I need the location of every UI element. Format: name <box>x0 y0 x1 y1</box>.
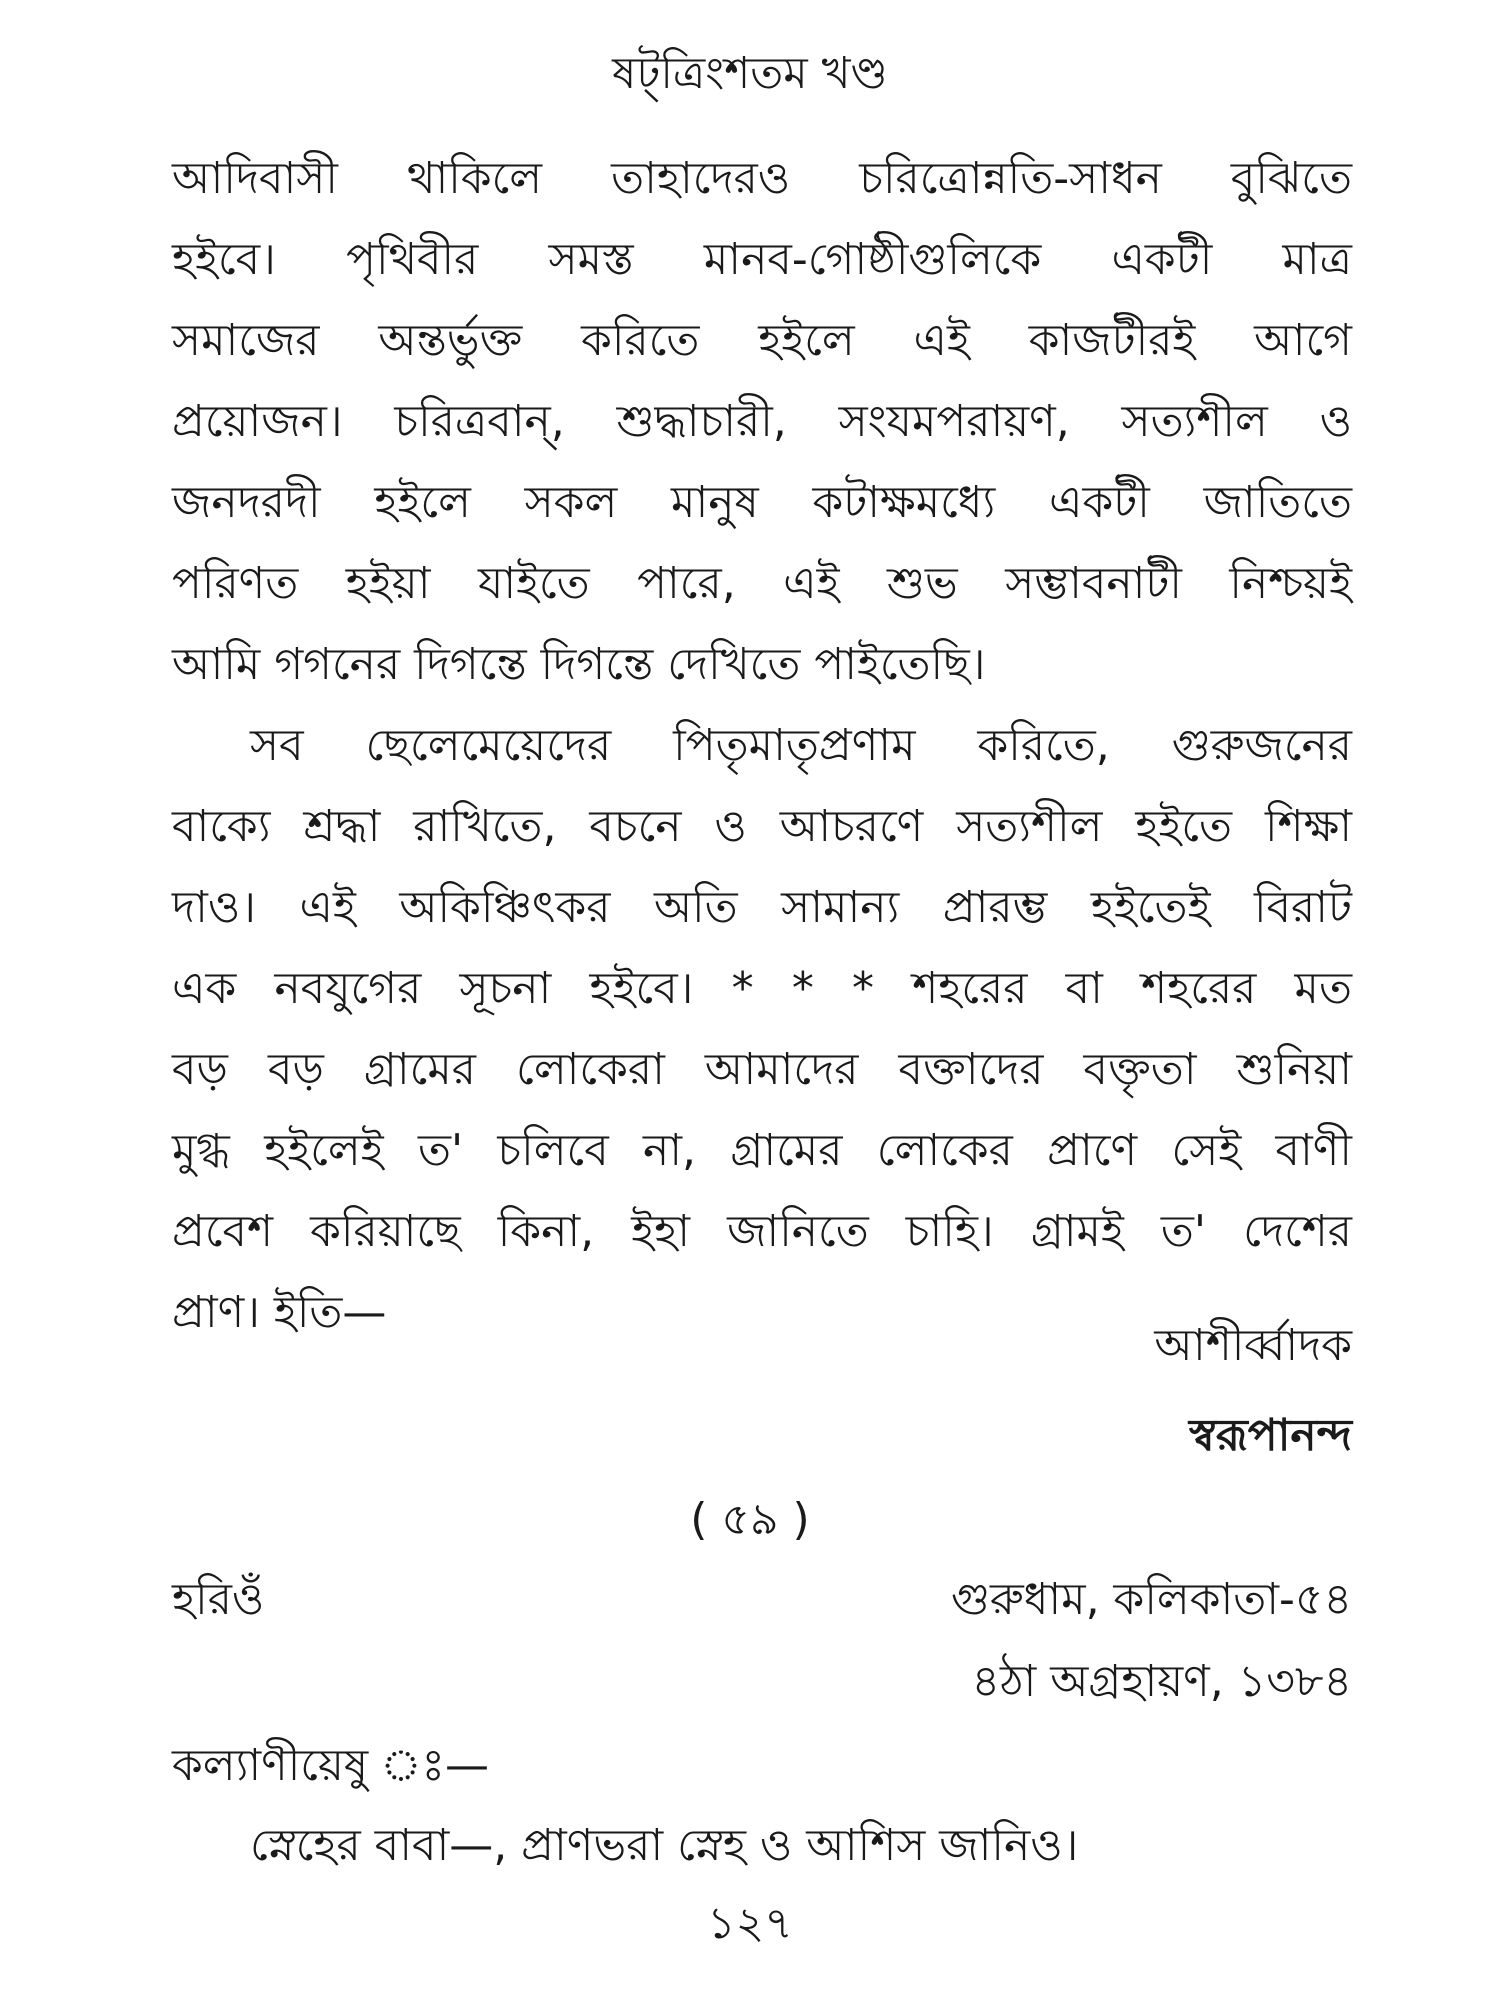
text-line: আমি গগনের দিগন্তে দিগন্তে দেখিতে পাইতেছি। <box>172 639 986 690</box>
signature: স্বরূপানন্দ <box>1188 1410 1352 1461</box>
greeting-line: স্নেহের বাবা—, প্রাণভরা স্নেহ ও আশিস জানিও। <box>250 1820 1079 1871</box>
text-line: প্রয়োজন। চরিত্রবান্‌, শুদ্ধাচারী, সংযমপরায়ণ, সত্যশীল ও <box>172 396 1352 447</box>
letter-place: গুরুধাম, কলিকাতা-৫৪ <box>950 1574 1352 1625</box>
page-header: ষট্‌ত্রিংশতম খণ্ড <box>612 48 888 99</box>
page-number: ১২৭ <box>707 1898 793 1949</box>
text-line: আদিবাসী থাকিলে তাহাদেরও চরিত্রোন্নতি-সাধন বুঝিতে <box>172 153 1352 204</box>
letter-date: ৪ঠা অগ্রহায়ণ, ১৩৮৪ <box>971 1656 1352 1707</box>
letter-body <box>172 138 1352 1353</box>
text-line: এক নবযুগের সূচনা হইবে। * * * শহরের বা শহরের মত <box>172 963 1352 1014</box>
text-line: দাও। এই অকিঞ্চিৎকর অতি সামান্য প্রারম্ভ হইতেই বিরাট <box>172 882 1352 933</box>
addressee: কল্যাণীয়েষু ঃ— <box>172 1740 489 1791</box>
text-line: সব ছেলেমেয়েদের পিতৃমাতৃপ্রণাম করিতে, গুরুজনের <box>250 720 1352 771</box>
invocation: হরিওঁ <box>172 1574 265 1625</box>
text-line: পরিণত হইয়া যাইতে পারে, এই শুভ সম্ভাবনাটী নিশ্চয়ই <box>172 558 1352 609</box>
text-line: বড় বড় গ্রামের লোকেরা আমাদের বক্তাদের বক্তৃতা শুনিয়া <box>172 1044 1352 1095</box>
text-line: মুগ্ধ হইলেই ত' চলিবে না, গ্রামের লোকের প্রাণে সেই বাণী <box>172 1125 1352 1176</box>
text-line: প্রবেশ করিয়াছে কিনা, ইহা জানিতে চাহি। গ্রামই ত' দেশের <box>172 1206 1352 1257</box>
valediction: আশীর্ব্বাদক <box>1154 1320 1352 1371</box>
text-line: সমাজের অন্তর্ভুক্ত করিতে হইলে এই কাজটীরই আগে <box>172 315 1352 366</box>
text-line: জনদরদী হইলে সকল মানুষ কটাক্ষমধ্যে একটী জাতিতে <box>172 477 1352 528</box>
text-line: হইবে। পৃথিবীর সমস্ত মানব-গোষ্ঠীগুলিকে একটী মাত্র <box>172 234 1352 285</box>
text-line: বাক্যে শ্রদ্ধা রাখিতে, বচনে ও আচরণে সত্যশীল হইতে শিক্ষা <box>172 801 1352 852</box>
letter-number: ( ৫৯ ) <box>690 1494 810 1545</box>
text-line: প্রাণ। ইতি— <box>172 1287 387 1338</box>
